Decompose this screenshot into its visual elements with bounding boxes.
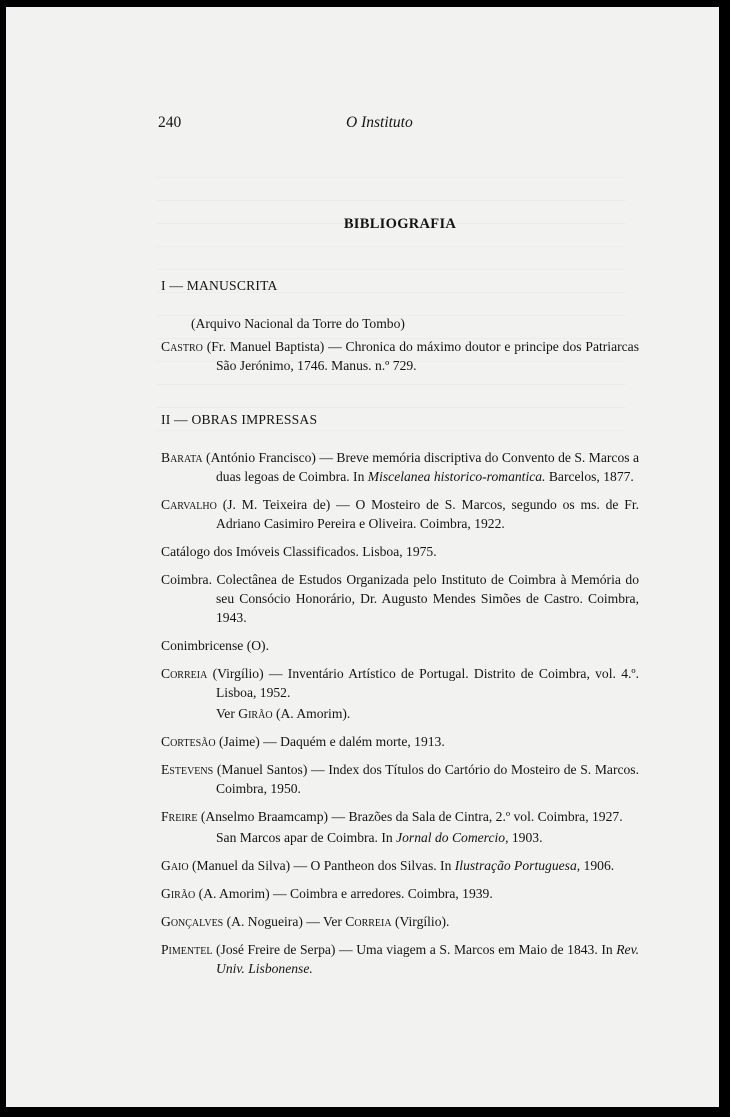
bibliography-entry-carvalho	[161, 495, 639, 533]
entry-text: (Manuel Santos) — Index dos Títulos do Cartório do Mosteiro de S. Marcos. Coimbra, 1950.	[213, 762, 639, 796]
entry-cross-reference: Ver Girão (A. Amorim).	[216, 706, 351, 721]
section-heading-manuscripts: I — MANUSCRITA	[161, 278, 278, 293]
entry-author: Carvalho	[161, 497, 217, 512]
entry-author: Estevens	[161, 762, 214, 777]
bibliography-entry-estevens	[161, 760, 639, 798]
entry-text: , 1906.	[576, 858, 615, 873]
entry-text: (Fr. Manuel Baptista) — Chronica do máximo doutor e principe dos Patriarcas São Jerónimo, 1746. Manus. n.º 729.	[202, 339, 639, 373]
entry-text: (Manuel da Silva) — O Pantheon dos Silvas. In	[188, 858, 455, 873]
bibliography-entry-conimbricense: Conimbricense (O).	[161, 638, 269, 653]
entry-work-title: Rev. Univ. Lisbonense.	[216, 942, 639, 976]
entry-author: Pimentel	[161, 942, 213, 957]
entry-sub-reference: San Marcos apar de Coimbra. In Jornal do Comercio, 1903.	[216, 830, 543, 845]
entry-author: Freire	[161, 809, 198, 824]
entry-text: (J. M. Teixeira de) — O Mosteiro de S. Marcos, segundo os ms. de Fr. Adriano Casimiro Pereira e Oliveira. Coimbra, 1922.	[216, 497, 639, 531]
bibliography-entry-barata	[161, 448, 639, 486]
bibliography-entry-gaio	[161, 856, 639, 875]
page-content	[161, 215, 639, 987]
entry-text: (Anselmo Braamcamp) — Brazões da Sala de Cintra, 2.º vol. Coimbra, 1927.	[197, 809, 623, 824]
entry-author: Cortesão	[161, 734, 216, 749]
bibliography-entry-goncalves	[161, 912, 639, 931]
bibliography-entry-correia	[161, 664, 639, 702]
book-page	[6, 7, 719, 1107]
bibliography-entry-castro	[161, 337, 639, 375]
entry-text: (Virgílio).	[391, 914, 450, 929]
entry-author: Gaio	[161, 858, 189, 873]
running-title: O Instituto	[346, 114, 413, 131]
entry-text: (Virgílio) — Inventário Artístico de Portugal. Distrito de Coimbra, vol. 4.º. Lisboa, 1952.	[207, 666, 639, 700]
entry-author: Girão	[238, 706, 273, 721]
entry-work-title: Jornal do Comercio	[396, 830, 506, 845]
section-heading-printed: II — OBRAS IMPRESSAS	[161, 412, 318, 427]
entry-work-title: Ilustração Portuguesa	[454, 858, 577, 873]
page-title: BIBLIOGRAFIA	[343, 216, 457, 232]
entry-author: Correia	[345, 914, 392, 929]
entry-work-title: Miscelanea historico-romantica.	[367, 469, 546, 484]
entry-author: Castro	[161, 339, 203, 354]
archive-note: (Arquivo Nacional da Torre do Tombo)	[191, 316, 405, 331]
bibliography-entry-coimbra: Coimbra. Colectânea de Estudos Organizada pelo Instituto de Coimbra à Memória do seu Consócio Honorário, Dr. Augusto Mendes Simões de Castro. Coimbra, 1943.	[161, 572, 639, 625]
entry-text: (A. Nogueira) — Ver	[223, 914, 346, 929]
bibliography-entry-girao	[161, 884, 639, 903]
entry-author: Gonçalves	[161, 914, 224, 929]
entry-author: Correia	[161, 666, 208, 681]
entry-text: (António Francisco) — Breve memória discriptiva do Convento de S. Marcos a duas legoas de Coimbra. In	[202, 450, 639, 484]
bibliography-entry-cortesao	[161, 732, 639, 751]
bibliography-entry-freire	[161, 807, 639, 826]
entry-author: Barata	[161, 450, 203, 465]
entry-author: Girão	[161, 886, 196, 901]
page-number: 240	[158, 114, 182, 131]
entry-text: (A. Amorim) — Coimbra e arredores. Coimbra, 1939.	[195, 886, 493, 901]
entry-text: Barcelos, 1877.	[545, 469, 634, 484]
entry-text: (José Freire de Serpa) — Uma viagem a S. Marcos em Maio de 1843. In	[212, 942, 617, 957]
bibliography-entry-catalogo: Catálogo dos Imóveis Classificados. Lisboa, 1975.	[161, 544, 437, 559]
entry-text: (Jaime) — Daquém e dalém morte, 1913.	[215, 734, 445, 749]
bibliography-entry-pimentel	[161, 940, 639, 978]
